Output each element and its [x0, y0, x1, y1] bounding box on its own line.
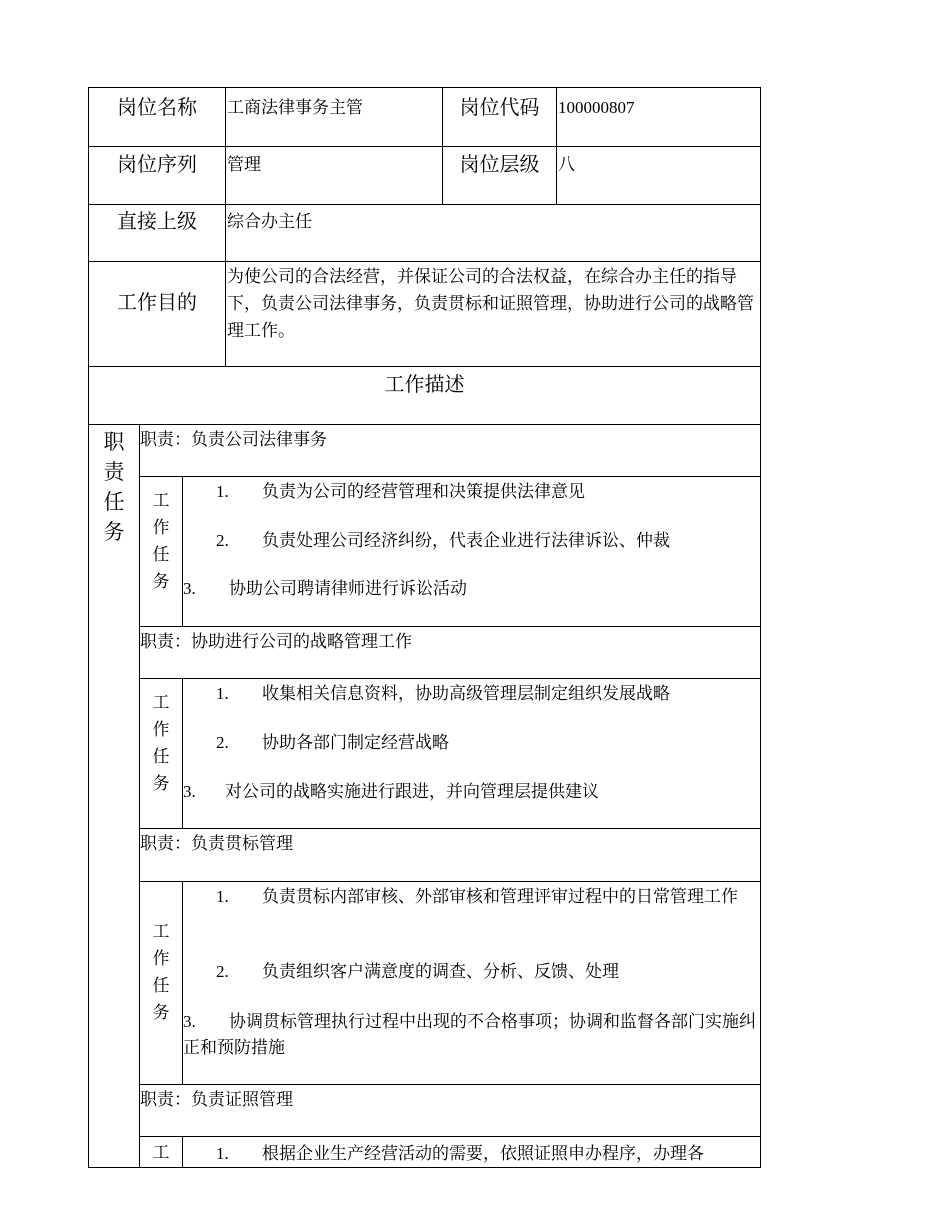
duty-title: 职责：协助进行公司的战略管理工作	[140, 632, 412, 651]
task-number: 2.	[216, 962, 229, 981]
task-text: 根据企业生产经营活动的需要，依照证照申办程序，办理各	[262, 1144, 704, 1163]
table-border-left	[88, 87, 89, 1168]
task-text: 协调贯标管理执行过程中出现的不合格事项；协调和监督各部门实施纠正和预防措施	[183, 1012, 756, 1057]
task-label-text: 工作任务	[152, 922, 170, 1022]
task-item	[183, 1009, 757, 1061]
purpose-value: 为使公司的合法经营，并保证公司的合法权益，在综合办主任的指导下，负责公司法律事务，负责贯标和证照管理，协助进行公司的战略管理工作。	[227, 267, 754, 340]
duty-title: 职责：负责公司法律事务	[140, 430, 327, 449]
duty-title: 职责：负责证照管理	[140, 1090, 293, 1109]
task-label-text: 工作任务	[152, 491, 170, 591]
duty-title: 职责：负责贯标管理	[140, 834, 293, 853]
task-label	[140, 487, 182, 595]
table-border-bottom	[88, 1167, 761, 1168]
col-divider	[182, 476, 183, 627]
duty-label	[89, 427, 139, 547]
task-text: 负责处理公司经济纠纷，代表企业进行法律诉讼、仲裁	[262, 531, 670, 550]
row-divider	[88, 204, 761, 205]
task-item	[216, 959, 619, 985]
task-item	[216, 479, 585, 505]
table-border-right	[760, 87, 761, 1168]
task-number: 3.	[183, 782, 196, 801]
task-text: 对公司的战略实施进行跟进，并向管理层提供建议	[225, 782, 599, 801]
task-item	[216, 884, 756, 910]
position-code-label: 岗位代码	[459, 97, 540, 119]
col-divider	[182, 678, 183, 829]
task-number: 2.	[216, 733, 229, 752]
task-label	[140, 689, 182, 797]
row-divider	[88, 146, 761, 147]
task-text: 负责组织客户满意度的调查、分析、反馈、处理	[262, 962, 619, 981]
task-text: 协助各部门制定经营战略	[262, 733, 449, 752]
task-text: 负责为公司的经营管理和决策提供法律意见	[262, 482, 585, 501]
level-value: 八	[558, 155, 575, 174]
task-item	[216, 528, 670, 554]
row-divider	[88, 424, 761, 425]
level-label: 岗位层级	[459, 154, 540, 176]
position-code-value: 100000807	[558, 98, 635, 117]
purpose-label: 工作目的	[117, 292, 197, 314]
table-border-top	[88, 87, 761, 88]
task-item	[183, 779, 599, 805]
task-number: 1.	[216, 684, 229, 703]
task-label-text: 工	[152, 1143, 170, 1162]
row-divider	[139, 476, 761, 477]
task-label-text: 工作任务	[152, 693, 170, 793]
task-number: 3.	[183, 1012, 196, 1031]
task-item	[216, 730, 449, 756]
task-item	[216, 681, 670, 707]
supervisor-label: 直接上级	[117, 211, 197, 233]
duty-label-text: 职责任务	[103, 430, 125, 544]
row-divider	[139, 1084, 761, 1085]
row-divider	[139, 626, 761, 627]
task-text: 负责贯标内部审核、外部审核和管理评审过程中的日常管理工作	[262, 887, 738, 906]
section-title: 工作描述	[384, 374, 465, 396]
sequence-value: 管理	[227, 155, 261, 174]
row-divider	[139, 1136, 761, 1137]
task-item	[183, 576, 467, 602]
task-text: 协助公司聘请律师进行诉讼活动	[229, 579, 467, 598]
sequence-label: 岗位序列	[117, 154, 197, 176]
task-label-cut	[140, 1139, 182, 1166]
position-name-value: 工商法律事务主管	[227, 98, 363, 117]
task-text: 收集相关信息资料，协助高级管理层制定组织发展战略	[262, 684, 670, 703]
task-number: 1.	[216, 482, 229, 501]
row-divider	[139, 881, 761, 882]
task-item	[216, 1141, 704, 1167]
task-number: 3.	[183, 579, 196, 598]
position-name-label: 岗位名称	[117, 97, 197, 119]
col-divider	[225, 87, 226, 367]
task-number: 1.	[216, 887, 229, 906]
task-number: 2.	[216, 531, 229, 550]
col-divider	[556, 87, 557, 205]
row-divider	[139, 678, 761, 679]
task-label	[140, 918, 182, 1026]
row-divider	[88, 366, 761, 367]
supervisor-value: 综合办主任	[227, 212, 312, 231]
task-number: 1.	[216, 1144, 229, 1163]
row-divider	[88, 261, 761, 262]
col-divider	[182, 1136, 183, 1168]
row-divider	[139, 828, 761, 829]
